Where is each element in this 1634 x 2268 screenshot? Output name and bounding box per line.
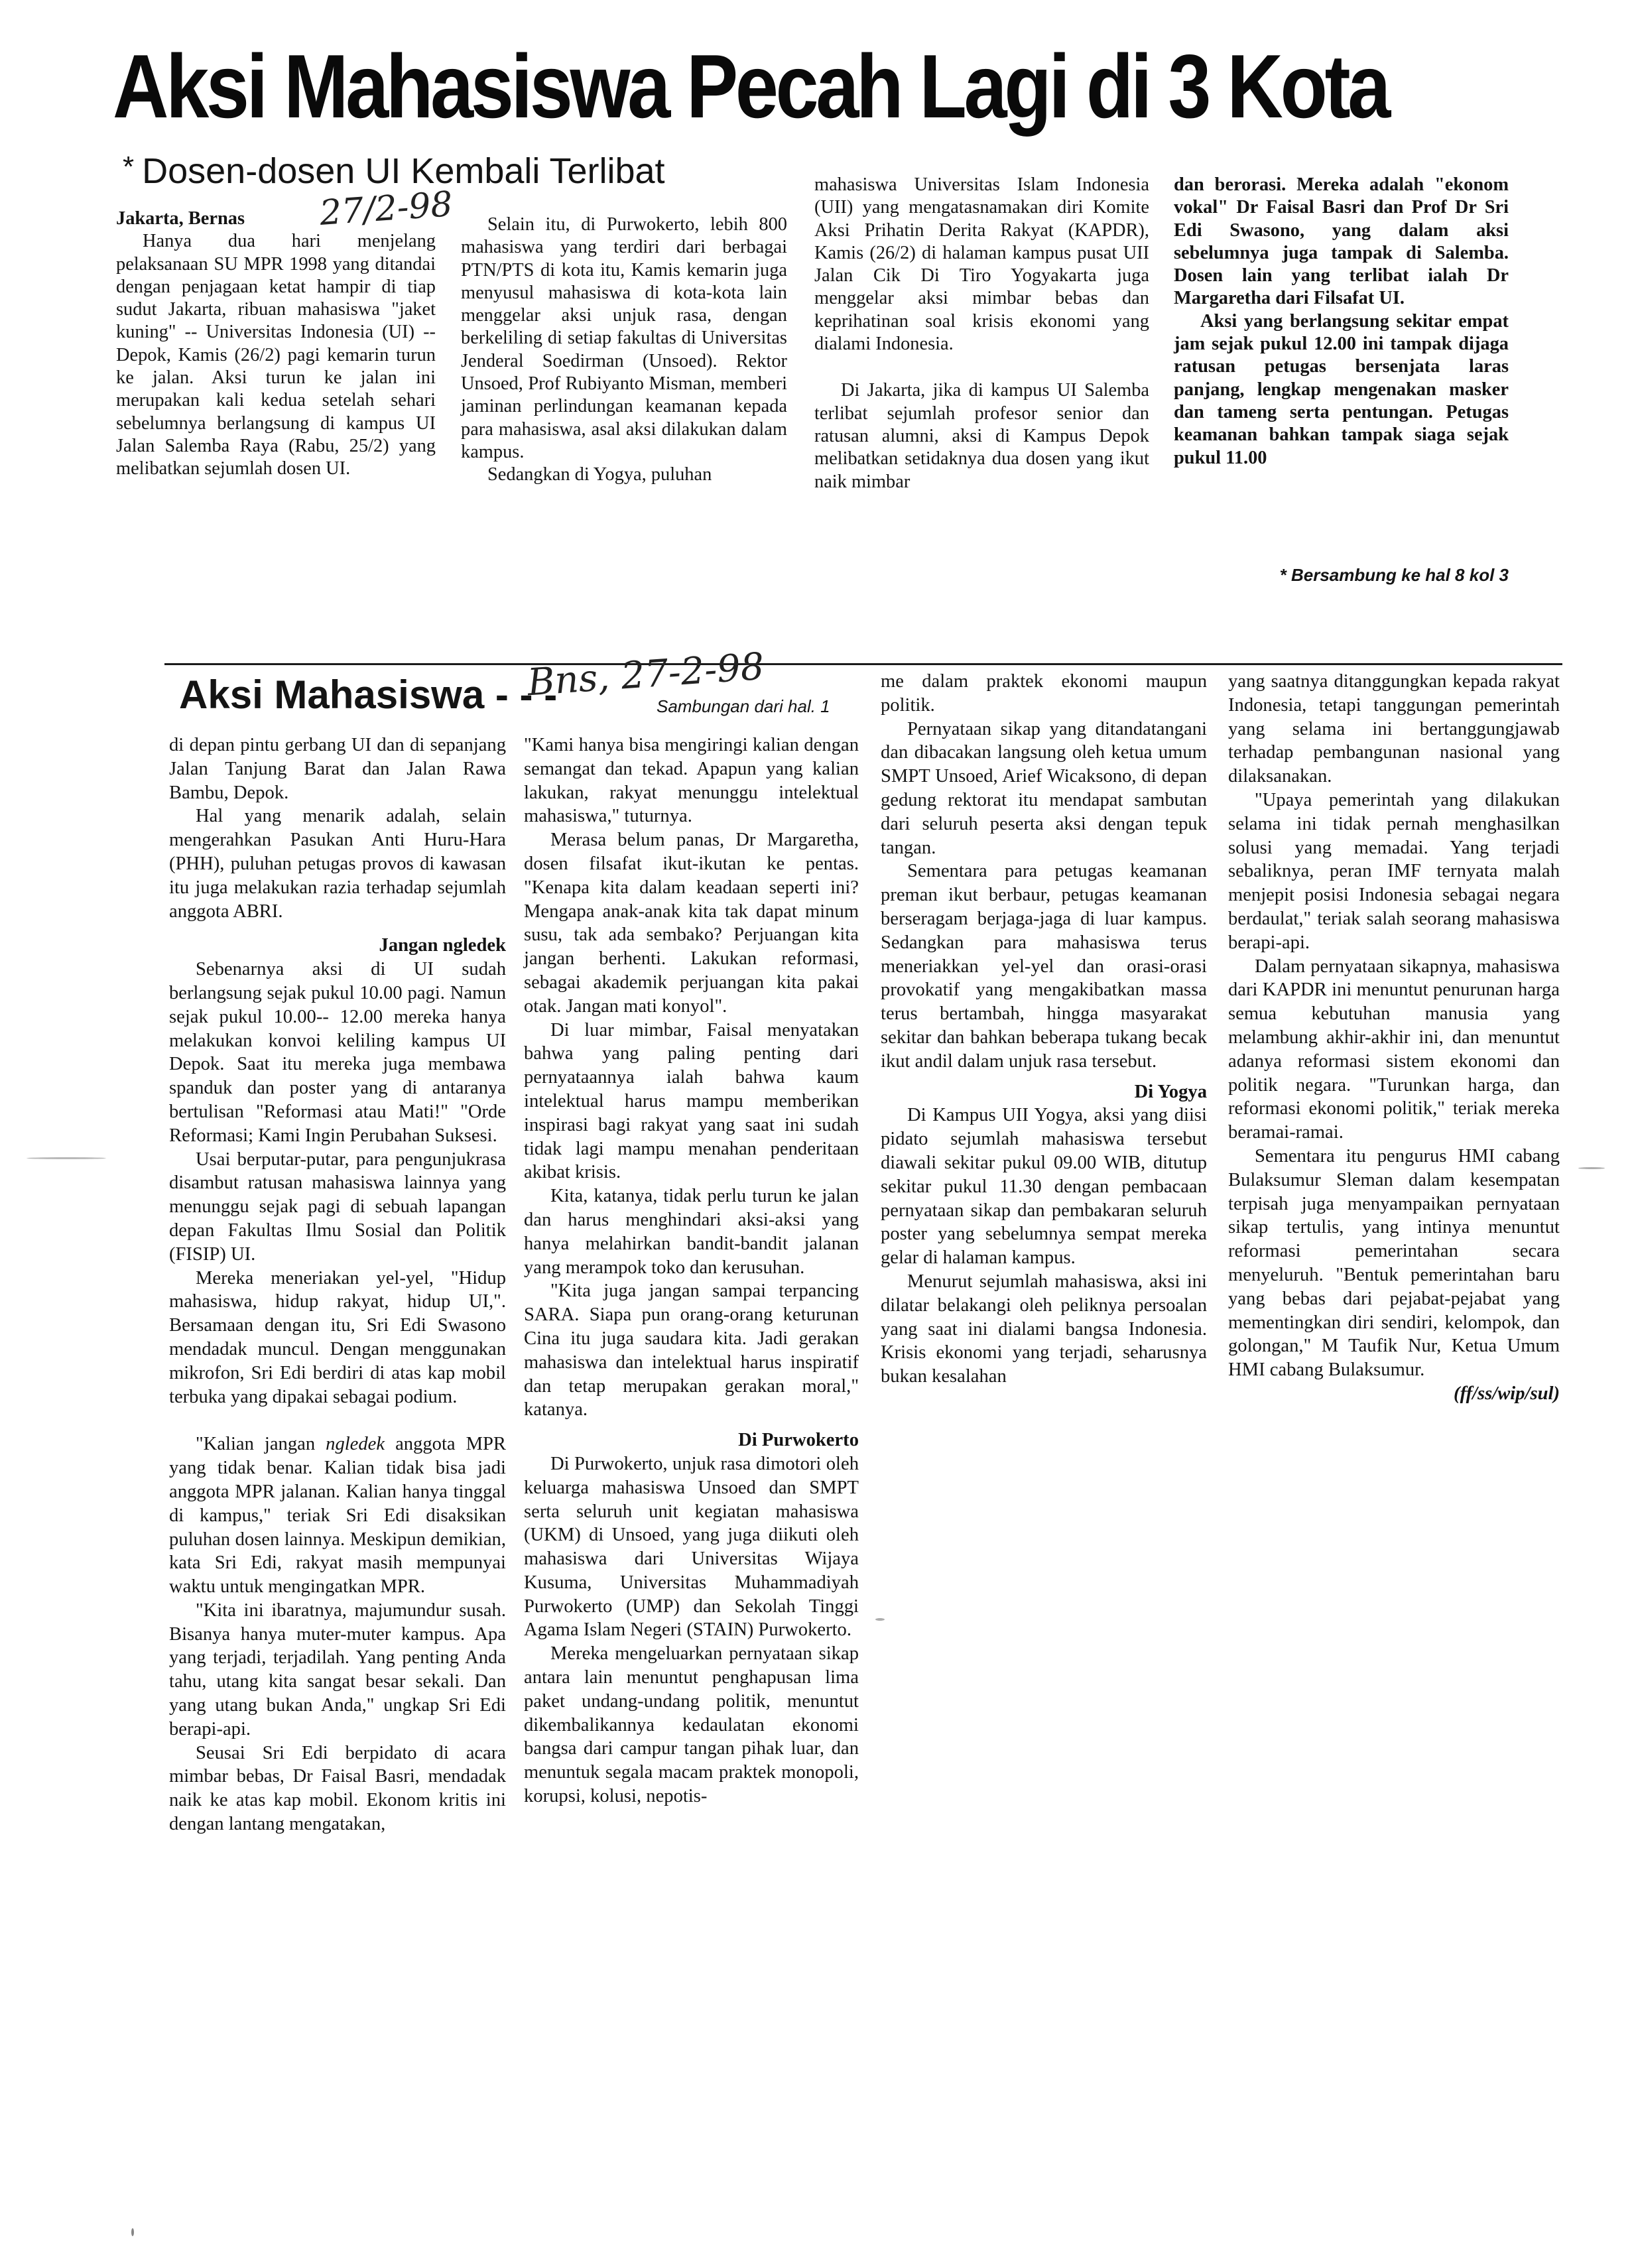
cont-col3-p3: Sementara para petugas keamanan preman ikut berbaur, petugas keamanan berseragam berjaga-jaga di luar kampus. Sedangkan para mahasiswa terus meneriakkan yel-yel dan orasi-orasi provokatif yang mengakibatkan massa terus bertambah, hingga masyarakat sekitar dan bahkan beberapa tukang becak ikut andil dalam unjuk rasa tersebut. [881, 861, 1207, 1072]
continuation-column-3 [881, 670, 1207, 1389]
front-col2-paragraph-1: Selain itu, di Purwokerto, lebih 800 mahasiswa yang terdiri dari berbagai PTN/PTS di kota itu, Kamis kemarin juga menyusul mahasiswa di kota-kota lain menggelar aksi unjuk rasa, dengan berkeliling di setiap fakultas di Universitas Jenderal Soedirman (Unsoed). Rektor Unsoed, Prof Rubiyanto Misman, memberi jaminan perlindungan keamanan kepada para mahasiswa, asal aksi dilakukan dalam kampus. [461, 214, 787, 462]
front-col4-paragraph-1: dan berorasi. Mereka adalah "ekonom vokal" Dr Faisal Basri dan Prof Dr Sri Edi Swasono, yang dalam aksi sebelumnya juga tampak di Salemba. Dosen lain yang terlibat ialah Dr Margaretha dari Filsafat UI. [1174, 174, 1509, 309]
cont-col3-p4: Di Kampus UII Yogya, aksi yang diisi pidato sejumlah mahasiswa tersebut diawali sekitar pukul 09.00 WIB, ditutup sekitar pukul 11.30 dengan pembacaan pernyataan sikap dan pembakaran seluruh poster yang sebelumnya sempat mereka gelar di halaman kampus. [881, 1105, 1207, 1269]
cont-col2-p5: "Kita juga jangan sampai terpancing SARA. Siapa pun orang-orang keturunan Cina itu juga saudara kita. Jadi gerakan mahasiswa dan intelektual harus inspiratif dan tetap merupakan gerakan moral," katanya. [524, 1281, 859, 1420]
subhead-text: Dosen-dosen UI Kembali Terlibat [142, 151, 665, 191]
subheadline [123, 146, 665, 192]
cont-col1-p6: "Kalian jangan ngledek anggota MPR yang tidak benar. Kalian tidak bisa jadi anggota MPR jalanan. Kalian hanya tinggal di kampus," teriak Sri Edi disaksikan puluhan dosen lainnya. Meskipun demikian, kata Sri Edi, rakyat masih mempunyai waktu untuk mengingatkan MPR. [169, 1434, 506, 1598]
cont-col3-p2: Pernyataan sikap yang ditandatangani dan dibacakan langsung oleh ketua umum SMPT Unsoed, Arief Wicaksono, di depan gedung rektorat itu mendapat sambutan dari seluruh peserta aksi dengan tepuk tangan. [881, 718, 1207, 858]
cont-col4-p2: "Upaya pemerintah yang dilakukan selama ini tidak pernah menghasilkan solusi yang memadai. Yang terjadi sebaliknya, peran IMF ternyata malah menjepit posisi Indonesia sebagai negara berdaulat," teriak salah seorang mahasiswa berapi-api. [1228, 789, 1560, 953]
front-col3-paragraph-2: Di Jakarta, jika di kampus UI Salemba terlibat sejumlah profesor senior dan ratusan alumni, aksi di Kampus Depok melibatkan setidaknya dua dosen yang ikut naik mimbar [814, 380, 1149, 492]
dateline: Jakarta, Bernas [116, 208, 245, 229]
cont-col2-p1: "Kami hanya bisa mengiringi kalian dengan semangat dan tekad. Apapun yang kalian lakukan, rakyat menunggu intelektual mahasiswa," tuturnya. [524, 735, 859, 827]
cont-col1-p1: di depan pintu gerbang UI dan di sepanjang Jalan Tanjung Barat dan Jalan Rawa Bambu, Depok. [169, 735, 506, 803]
cont-col1-p7: "Kita ini ibaratnya, majumundur susah. Bisanya hanya muter-muter kampus. Apa yang terjadi, terjadilah. Yang penting Anda tahu, utang kita sangat besar sekali. Dan yang utang bukan Anda," ungkap Sri Edi berapi-api. [169, 1600, 506, 1739]
front-col3-paragraph-1: mahasiswa Universitas Islam Indonesia (UII) yang mengatasnamakan diri Komite Aksi Prihatin Derita Rakyat (KAPDR), Kamis (26/2) di halaman kampus pusat UII Jalan Cik Di Tiro Yogyakarta juga menggelar aksi mimbar bebas dan keprihatinan soal krisis ekonomi yang dialami Indonesia. [814, 174, 1149, 355]
subhead-di-yogya: Di Yogya [1134, 1081, 1207, 1102]
front-col1-paragraph: Hanya dua hari menjelang pelaksanaan SU MPR 1998 yang ditandai dengan penjagaan ketat hampir di tiap sudut Jakarta, ribuan mahasiswa "jaket kuning" -- Universitas Indonesia (UI) -- Depok, Kamis (26/2) pagi kemarin turun ke jalan. Aksi turun ke jalan ini merupakan kali kedua setelah sehari sebelumnya berlangsung di kampus UI Jalan Salemba Raya (Rabu, 25/2) yang melibatkan sejumlah dosen UI. [116, 231, 436, 479]
cont-col2-p6: Di Purwokerto, unjuk rasa dimotori oleh keluarga mahasiswa Unsoed dan SMPT serta seluruh unit kegiatan mahasiswa (UKM) di Unsoed, yang juga diikuti oleh mahasiswa dari Universitas Wijaya Kusuma, Universitas Muhammadiyah Purwokerto (UMP) dan Sekolah Tinggi Agama Islam Negeri (STAIN) Purwokerto. [524, 1453, 859, 1641]
cont-col4-p3: Dalam pernyataan sikapnya, mahasiswa dari KAPDR ini menuntut penurunan harga semua kebutuhan manusia yang melambung akhir-akhir ini, dan menuntut adanya reformasi sistem ekonomi dan politik negara. "Turunkan harga, dan reformasi ekonomi politik," teriak mereka beramai-ramai. [1228, 956, 1560, 1143]
scan-speck [131, 2228, 134, 2236]
cont-col2-p3: Di luar mimbar, Faisal menyatakan bahwa yang paling penting dari pernyataannya ialah bahwa kaum intelektual harus mampu memberikan inspirasi bagi rakyat yang saat ini sudah tidak lagi mampu menahan penderitaan akibat krisis. [524, 1019, 859, 1183]
cont-col2-p2: Merasa belum panas, Dr Margaretha, dosen filsafat ikut-ikutan ke pentas. "Kenapa kita dalam keadaan seperti ini? Mengapa anak-anak kita tak dapat minum susu, tak ada sembako? Perjuangan kita jangan berhenti. Lakukan reformasi, sebagai akademik perjuangan kita pakai otak. Jangan mati konyol". [524, 830, 859, 1017]
continuation-heading: Aksi Mahasiswa - - - [179, 672, 558, 717]
cont-col3-p5: Menurut sejumlah mahasiswa, aksi ini dilatar belakangi oleh peliknya persoalan yang saat ini dialami bangsa Indonesia. Krisis ekonomi yang terjadi, seharusnya bukan kesalahan [881, 1271, 1207, 1387]
scan-speck [875, 1618, 885, 1621]
front-col4-paragraph-2: Aksi yang berlangsung sekitar empat jam sejak pukul 12.00 ini tampak dijaga ratusan petugas bersenjata laras panjang, lengkap mengenakan masker dan tameng serta pentungan. Petugas keamanan bahkan tampak siaga sejak pukul 11.00 [1174, 310, 1509, 468]
scan-speck [27, 1157, 106, 1159]
front-column-4 [1174, 174, 1509, 470]
continued-from-note: Sambungan dari hal. 1 [657, 696, 830, 716]
author-credit: (ff/ss/wip/sul) [1454, 1383, 1560, 1404]
cont-col4-p4: Sementara itu pengurus HMI cabang Bulaksumur Sleman dalam kesempatan terpisah juga menyampaikan pernyataan sikap tertulis, yang intinya menuntut reformasi pemerintahan secara menyeluruh. "Bentuk pemerintahan baru yang bebas dari pejabat-pejabat yang mementingkan diri sendiri, kelompok, dan golongan," M Taufik Nur, Ketua Umum HMI cabang Bulaksumur. [1228, 1145, 1560, 1381]
continuation-column-1 [169, 733, 506, 1836]
continuation-column-2 [524, 733, 859, 1808]
subhead-bullet: * [123, 151, 135, 183]
cont-col1-p5: Mereka meneriakan yel-yel, "Hidup mahasiswa, hidup rakyat, hidup UI,". Bersamaan dengan itu, Sri Edi Swasono mendadak muncul. Dengan menggunakan mikrofon, Sri Edi berdiri di atas kap mobil terbuka yang dipakai sebagai podium. [169, 1267, 506, 1407]
handwritten-date-top: 27/2-98 [318, 184, 454, 233]
cont-col2-p4: Kita, katanya, tidak perlu turun ke jalan dan harus menghindari aksi-aksi yang hanya melahirkan bandit-bandit jalanan yang merampok toko dan kerusuhan. [524, 1186, 859, 1278]
handwritten-date-bottom: Bns, 27-2-98 [526, 645, 766, 705]
front-col2-paragraph-2: Sedangkan di Yogya, puluhan [487, 464, 712, 485]
scan-speck [1578, 1167, 1605, 1169]
subhead-di-purwokerto: Di Purwokerto [738, 1430, 859, 1451]
cont-col3-p1: me dalam praktek ekonomi maupun politik. [881, 671, 1207, 716]
front-column-2 [461, 214, 787, 487]
subhead-jangan-ngledek: Jangan ngledek [379, 935, 506, 956]
section-rule [164, 663, 1562, 665]
cont-col1-p2: Hal yang menarik adalah, selain mengerahkan Pasukan Anti Huru-Hara (PHH), puluhan petugas provos di kawasan itu juga melakukan razia terhadap sejumlah anggota ABRI. [169, 806, 506, 922]
front-column-3 [814, 174, 1149, 493]
headline: Aksi Mahasiswa Pecah Lagi di 3 Kota [113, 36, 1389, 137]
cont-col2-p7: Mereka mengeluarkan pernyataan sikap antara lain menuntut penghapusan lima paket undang-undang politik, menuntut dikembalikannya kedaulatan ekonomi bangsa dari campur tangan pihak luar, dan menuntuk segala macam praktek monopoli, korupsi, kolusi, nepotis- [524, 1643, 859, 1807]
cont-col1-p3: Sebenarnya aksi di UI sudah berlangsung sejak pukul 10.00 pagi. Namun sejak pukul 10.00-- 12.00 mereka hanya melakukan konvoi keliling kampus UI Depok. Saat itu mereka juga membawa spanduk dan poster yang di antaranya bertulisan "Reformasi atau Mati!" "Orde Reformasi; Kami Ingin Perubahan Suksesi. [169, 959, 506, 1146]
continued-note: * Bersambung ke hal 8 kol 3 [1279, 565, 1509, 585]
cont-col1-p4: Usai berputar-putar, para pengunjukrasa disambut ratusan mahasiswa lainnya yang menunggu sejak pagi di sebuah lapangan depan Fakultas Ilmu Sosial dan Politik (FISIP) UI. [169, 1149, 506, 1265]
cont-col1-p8: Seusai Sri Edi berpidato di acara mimbar bebas, Dr Faisal Basri, mendadak naik ke atas kap mobil. Ekonom kritis ini dengan lantang mengatakan, [169, 1742, 506, 1835]
cont-col4-p1: yang saatnya ditanggungkan kepada rakyat Indonesia, tetapi tanggungan pemerintah yang selama ini bertanggungjawab terhadap pembangunan nasional yang dilaksanakan. [1228, 671, 1560, 787]
front-column-1 [116, 202, 436, 481]
continuation-column-4 [1228, 670, 1560, 1406]
